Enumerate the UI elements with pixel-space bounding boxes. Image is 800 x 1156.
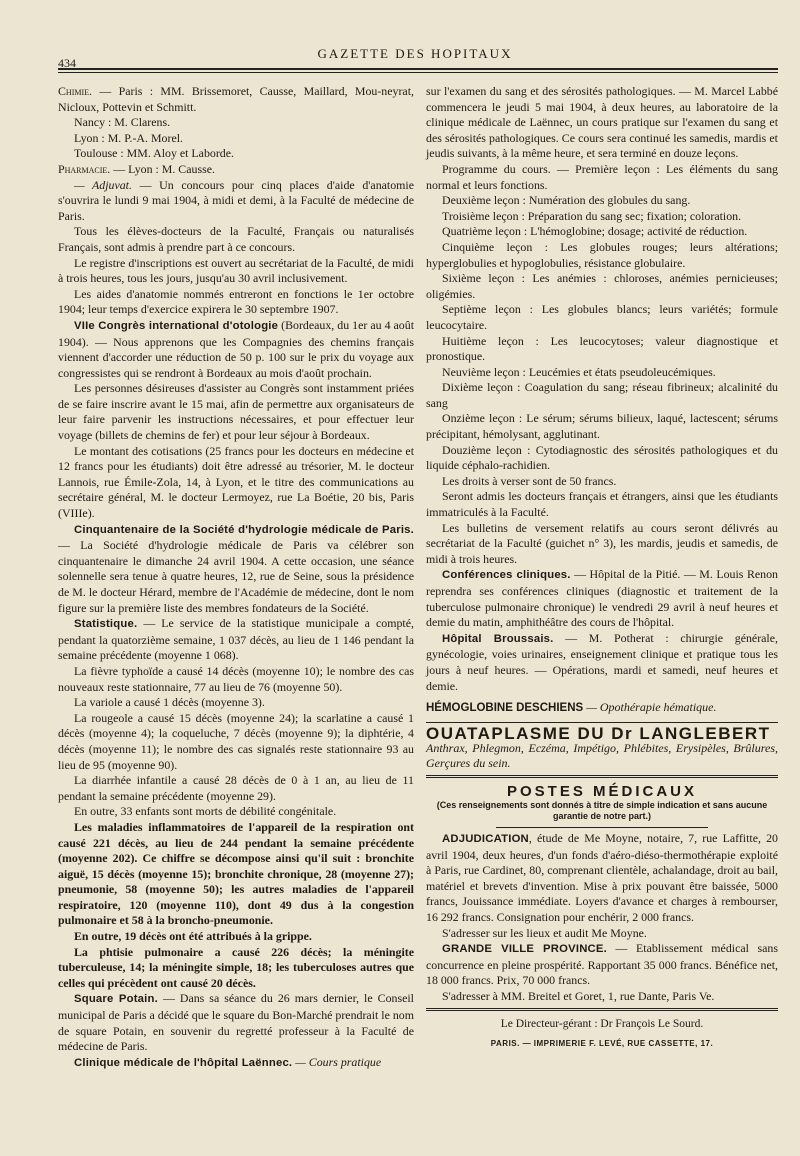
programme-line: Programme du cours. — Première leçon : Les éléments du sang normal et leurs fonctions. <box>426 161 778 192</box>
ouataplasme-title: OUATAPLASME DU Dr LANGLEBERT <box>426 723 771 743</box>
potain-title: Square Potain. <box>74 993 158 1006</box>
adjuvat-text: — Un concours pour cinq places d'aide d'anatomie s'ouvrira le lundi 9 mai 1904, à midi et demi, à la Faculté de médecine de Paris. <box>58 177 414 223</box>
lesson-4: Quatrième leçon : L'hémoglobine; dosage; activité de réduction. <box>442 224 748 239</box>
footer-divider <box>426 1008 778 1011</box>
adjuvat-para-3: Le registre d'inscriptions est ouvert au secrétariat de la Faculté, de midi à trois heures, tous les jours, jusqu'au 30 avril inclusivement. <box>58 255 414 286</box>
statistique-title: Statistique. <box>74 618 138 631</box>
congres-para-3: Le montant des cotisations (25 francs pour les docteurs en médecine et 12 francs pour les étudiants) doit être adressé au trésorier, M. le docteur Lannois, rue Émile-Zola, 14, à Lyon, et le titre des communications au secrétaire général, M. le docteur Lermoyez, rue La Boétie, 20 bis, Paris (VIIIe). <box>58 443 414 521</box>
nancy-line: Nancy : M. Clarens. <box>74 115 171 130</box>
congres-text: (Bordeaux, du 1er au 4 août 1904). — Nous apprenons que les Compagnies des chemins français viennent d'accorder une réduction de 50 p. 100 sur le prix du voyage aux congressistes qui se rendront à Bordeaux au mois d'août prochain. <box>58 317 415 380</box>
postes-divider <box>496 827 707 828</box>
bulletins-line: Les bulletins de versement relatifs au cours seront délivrés au secrétariat de la Faculté (guichet n° 3), les mardis, jeudis et samedis, de midi à trois heures. <box>426 520 778 566</box>
adjudication-title: ADJUDICATION <box>442 832 529 845</box>
adjuvat-label: — Adjuvat. <box>74 177 132 192</box>
lesson-8: Huitième leçon : Les leucocytoses; valeur diagnostique et pronostique. <box>426 333 778 364</box>
admission-line: Seront admis les docteurs français et étrangers, ainsi que les étudiants immatriculés à la Faculté. <box>426 489 778 520</box>
lesson-9: Neuvième leçon : Leucémies et états pseudoleucémiques. <box>442 364 716 379</box>
conferences-text: — Hôpital de la Pitié. — M. Louis Renon reprendra ses conférences cliniques (diagnostic et traitement de la tuberculose pulmonaire chronique) le vendredi 29 avril à neuf heures et demie du matin, amphithéâtre des cours de l'hôpital. <box>426 567 778 630</box>
congres-title: VIIe Congrès international d'otologie <box>74 319 279 332</box>
cinquantenaire-text: — La Société d'hydrologie médicale de Paris va célébrer son cinquantenaire le dimanche 24 avril 1904. A cette occasion, une séance solennelle sera tenue à quatre heures, 12, rue de Seine, sous la présidence de M. le docteur Hérard, membre de l'Académie de médecine, dont le nom figure sur la première liste des membres fondateurs de la Société. <box>58 538 414 615</box>
right-column <box>426 80 778 1052</box>
stat-para-3: La variole a causé 1 décès (moyenne 3). <box>74 695 265 710</box>
hemoglobine-title: HÉMOGLOBINE DESCHIENS <box>426 702 584 715</box>
laennec-title: Clinique médicale de l'hôpital Laënnec. <box>74 1056 293 1069</box>
lesson-2: Deuxième leçon : Numération des globules du sang. <box>442 193 691 208</box>
director-signature: Le Directeur-gérant : Dr François Le Sourd. <box>500 1018 704 1031</box>
adjudication-text: , étude de Me Moyne, notaire, 7, rue Laffitte, 20 avril 1904, deux heures, d'un fonds d'aéro-diéso-thermothérapie exploité à Paris, rue Cardinet, 80, comprenant clientèle, achalandage, droit au bail, matériel et brevets d'invention. Mise à prix pouvant être baissée, 5000 francs, Jouissance immédiate. Loyers d'avance et charges à rembourser, 16 292 francs. Consignation pour enchérir, 2 000 francs. <box>426 830 778 924</box>
grande-ville-text: — Etablissement médical sans concurrence en pleine prospérité. Rapportant 35 000 francs. Bénéfice net, 18 000 francs. Prix, 70 000 francs. <box>426 941 778 988</box>
grande-ville-contact: S'adresser à MM. Breitel et Goret, 1, rue Dante, Paris Ve. <box>442 988 715 1003</box>
pharmacie-text: — Lyon : M. Causse. <box>110 161 215 176</box>
lesson-6: Sixième leçon : Les anémies : chloroses, anémies pernicieuses; oligémies. <box>426 271 778 301</box>
statistique-text: — Le service de la statistique municipale a compté, pendant la quatorzième semaine, 1 037 décès, au lieu de 1 146 pendant la semaine précédente (moyenne 1 068). <box>58 616 414 663</box>
potain-text: — Dans sa séance du 26 mars dernier, le Conseil municipal de Paris a décidé que le square du Bon-Marché prendrait le nom de square Potain, en souvenir du regretté professeur à la Faculté de médecine de Paris. <box>58 991 414 1054</box>
stat-para-2: La fièvre typhoïde a causé 14 décès (moyenne 10); le nombre des cas nouveaux reste stationnaire, 77 au lieu de 76 (moyenne 50). <box>58 663 414 694</box>
lyon-line: Lyon : M. P.-A. Morel. <box>74 130 183 145</box>
stat-para-4: La rougeole a causé 15 décès (moyenne 24); la scarlatine a causé 1 décès (moyenne 4); la coqueluche, 7 décès (moyenne 9); la diphtérie, 4 décès (moyenne 11); le nombre des cas signalés reste stationnaire 93 au lieu de 95 (moyenne 90). <box>58 710 414 772</box>
stat-para-9: La phtisie pulmonaire a causé 226 décès; la méningite tuberculeuse, 14; la méningite simple, 18; les tuberculoses autres que celles qui précèdent ont causé 20 décès. <box>58 944 414 990</box>
adjudication-contact: S'adresser sur les lieux et audit Me Moyne. <box>442 925 647 940</box>
ad-divider-double <box>426 775 778 778</box>
page-header <box>58 44 772 68</box>
lesson-11: Onzième leçon : Le sérum; sérums bilieux, laqué, lactescent; sérums précipitant, hémolysant, agglutinant. <box>426 411 778 442</box>
imprint-line: PARIS. — IMPRIMERIE F. LEVÉ, RUE CASSETTE, 17. <box>490 1039 714 1049</box>
conferences-title: Conférences cliniques. <box>442 569 571 582</box>
hemoglobine-sub: — Opothérapie hématique. <box>583 700 717 715</box>
laennec-continued: sur l'examen du sang et des sérosités pathologiques. — M. Marcel Labbé commencera le jeudi 5 mai 1904, à deux heures, au laboratoire de la clinique médicale de Laënnec, un cours pratique sur l'examen du sang et des sérosités pathologiques. Ce cours sera continué les samedis, mardis et jeudis suivants, à la même heure, et sera terminé en douze leçons. <box>426 84 778 161</box>
chimie-label: Chimie. <box>58 84 93 98</box>
journal-title: GAZETTE DES HOPITAUX <box>317 46 513 61</box>
stat-para-5: La diarrhée infantile a causé 28 décès de 0 à 1 an, au lieu de 11 pendant la semaine précédente (moyenne 29). <box>58 773 414 803</box>
adjuvat-para-2: Tous les élèves-docteurs de la Faculté, Français ou naturalisés Français, sont admis à prendre part à ce concours. <box>58 224 414 254</box>
toulouse-line: Toulouse : MM. Aloy et Laborde. <box>74 146 234 161</box>
pharmacie-label: Pharmacie. <box>58 161 111 176</box>
adjuvat-para-4: Les aides d'anatomie nommés entreront en fonctions le 1er octobre 1904; leur temps d'exercice expirera le 30 septembre 1907. <box>58 286 414 317</box>
stat-para-6: En outre, 33 enfants sont morts de débilité congénitale. <box>74 804 337 819</box>
lesson-12: Douzième leçon : Cytodiagnostic des sérosités pathologiques et du liquide céphalo-rachidien. <box>426 442 778 473</box>
ad-divider <box>426 722 778 723</box>
ouataplasme-sub: Anthrax, Phlegmon, Eczéma, Impétigo, Phlébites, Erysipèles, Brûlures, Gerçures du sein. <box>426 741 778 771</box>
laennec-text: — Cours pratique <box>292 1054 382 1069</box>
lesson-7: Septième leçon : Les globules blancs; leurs variétés; formule leucocytaire. <box>426 302 778 332</box>
stat-para-8: En outre, 19 décès ont été attribués à la grippe. <box>74 929 312 944</box>
broussais-text: — M. Potherat : chirurgie générale, gynécologie, voies urinaires, enseignement clinique et pratique tous les jours à neuf heures. — Opérations, mardi et samedi, neuf heures et demie. <box>426 630 778 693</box>
header-rule-thin <box>58 72 778 73</box>
broussais-title: Hôpital Broussais. <box>442 632 554 645</box>
lesson-5: Cinquième leçon : Les globules rouges; leurs altérations; hyperglobulies et hypoglobulies, résistance globulaire. <box>426 239 778 270</box>
page-number: 434 <box>58 56 76 70</box>
postes-medicaux-title: POSTES MÉDICAUX <box>506 783 698 801</box>
stat-para-7: Les maladies inflammatoires de l'appareil de la respiration ont causé 221 décès, au lieu de 244 pendant la semaine précédente (moyenne 202). Ce chiffre se décompose ainsi qu'il suit : bronchite aiguë, 15 décès (moyenne 15); bronchite chronique, 28 (moyenne 27); pneumonie, 58 (moyenne 50); les autres maladies de l'appareil respiratoire, 120 (moyenne 110), dont 49 dus à la congestion pulmonaire et 58 à la broncho-pneumonie. <box>58 819 414 928</box>
lesson-10: Dixième leçon : Coagulation du sang; réseau fibrineux; alcalinité du sang <box>426 380 778 410</box>
fees-line: Les droits à verser sont de 50 francs. <box>442 473 617 488</box>
lesson-3: Troisième leçon : Préparation du sang sec; fixation; coloration. <box>442 208 742 223</box>
header-rule <box>58 68 778 70</box>
cinquantenaire-title: Cinquantenaire de la Société d'hydrologie médicale de Paris. <box>74 523 414 536</box>
hemoglobine-ad <box>426 700 778 717</box>
postes-medicaux-note: (Ces renseignements sont donnés à titre de simple indication et sans aucune garantie de notre part.) <box>436 799 768 821</box>
chimie-text: — Paris : MM. Brissemoret, Causse, Maillard, Mou-neyrat, Nicloux, Pottevin et Schmitt. <box>58 84 414 114</box>
congres-para-2: Les personnes désireuses d'assister au Congrès sont instamment priées de se faire inscrire avant le 15 mai, afin de permettre aux organisateurs de leur faire parvenir les instructions nécessaires, et pour effectuer leur voyage (billets de chemins de fer) et pour leur séjour à Bordeaux. <box>58 381 414 443</box>
left-column <box>58 80 414 1071</box>
grande-ville-title: GRANDE VILLE PROVINCE. <box>442 943 607 956</box>
